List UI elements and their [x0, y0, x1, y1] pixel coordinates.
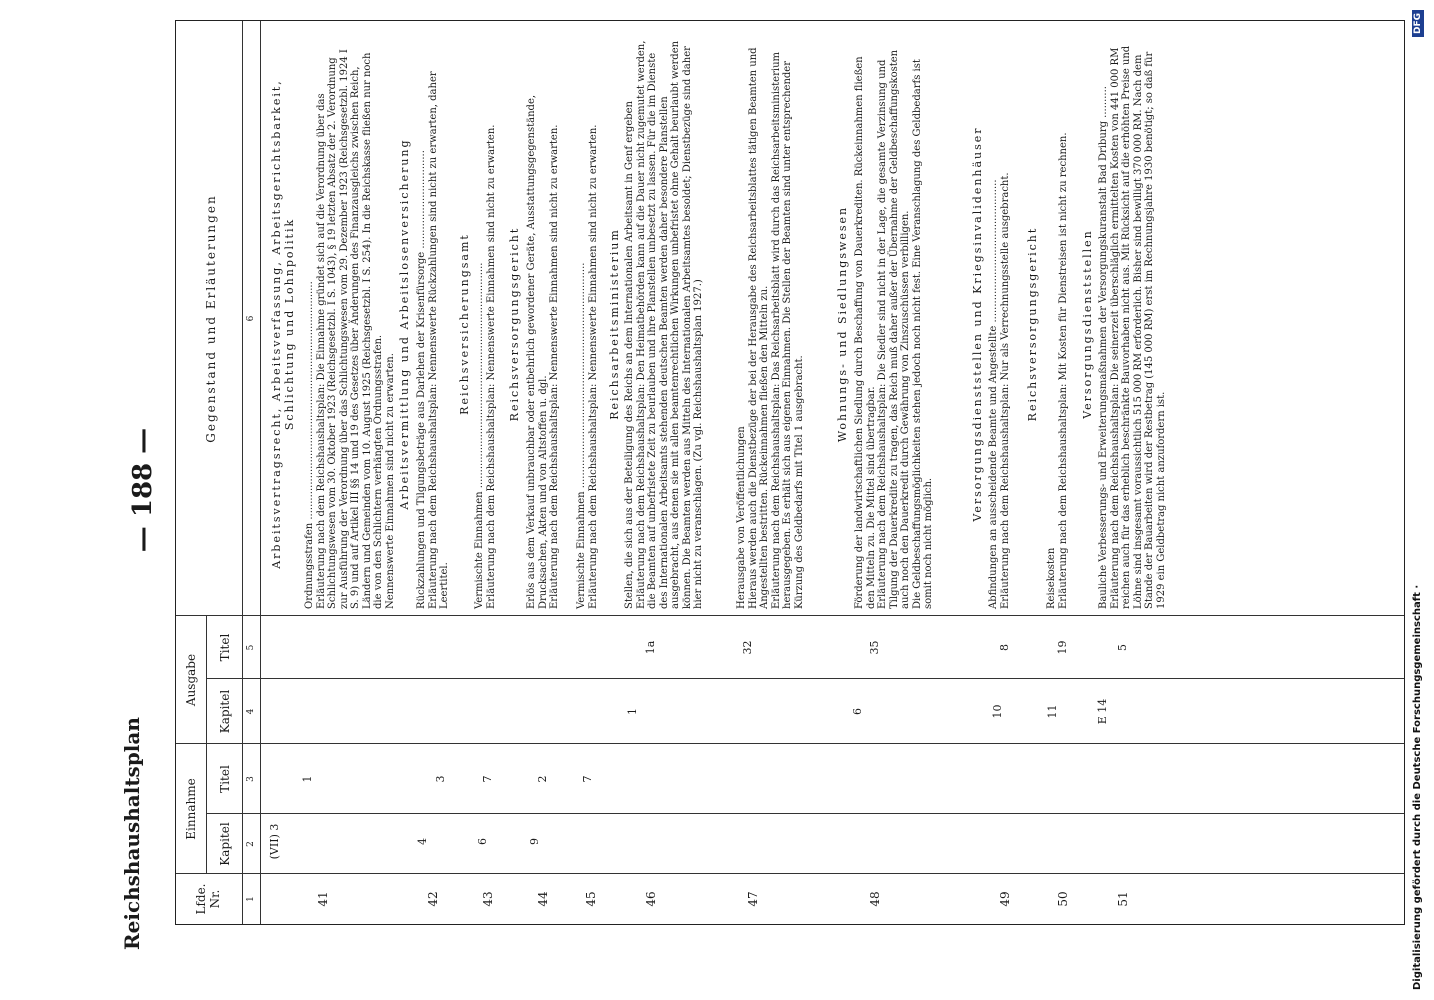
row-47-at: 32: [741, 640, 754, 655]
row-47-text: Herausgabe von Veröffentlichungen Hieraus werden auch die Dienstbezüge der bei der Herausgabe des Reichsarbeitsblattes tätigen Beamten und Angestellten bestritten. Rückeinnahmen fließen den Mitteln zu. Erläuterung nach dem Reichshaushaltsplan: Das Reichsarbeitsblatt wird durch das Reichsarbeitsministerium herausgegeben. Es erhält sich aus eigenen Einnahmen. Die Stellen der Beamten sind unter entsprechender Kürzung des Geldbedarfs mit Titel 1 ausgebracht.: [736, 47, 805, 609]
row-51-nr: 51: [1116, 891, 1130, 907]
colnum-2: 2: [246, 841, 256, 847]
credit-text: Digitalisierung gefördert durch die Deutsche Forschungsgemeinschaft ·: [1412, 584, 1423, 990]
section-49: Versorgungsdienststellen und Kriegsinvalidenhäuser: [971, 126, 984, 522]
row-47-nr: 47: [746, 891, 760, 907]
section-41: Arbeitsvertragsrecht, Arbeitsverfassung, Arbeitsgerichtsbarkeit, Schlichtung und Lohnpolitik: [270, 79, 296, 569]
row-50-text: Reisekosten Erläuterung nach dem Reichshaushaltsplan: Mit Kosten für Dienstreisen ist nicht zu rechnen.: [1046, 132, 1069, 609]
row-49-at: 8: [998, 644, 1011, 651]
section-48: Wohnungs- und Siedlungswesen: [836, 205, 849, 443]
row-49-text: Abfindungen an ausscheidende Beamte und Angestellte ............................................. Erläuterung nach dem Reichshaushaltsplan: Nur als Verrechnungsstelle ausgebracht.: [988, 172, 1011, 609]
row-43-text: Vermischte Einnahmen ....................................................................... Erläuterung nach dem Reichshaushaltsplan: Nennenswerte Einnahmen sind nicht zu erwarten.: [474, 124, 497, 609]
row-43-et: 7: [481, 775, 494, 783]
col-aus-titel: Titel: [218, 633, 232, 662]
colnum-rule: [260, 21, 261, 924]
einnahme-rule: [206, 744, 207, 874]
colnum-4: 4: [246, 708, 256, 715]
row-44-ek: 9: [528, 838, 541, 845]
section-51: Versorgungsdienststellen: [1081, 229, 1094, 419]
budget-table: [175, 20, 1405, 925]
header-rule: [242, 21, 243, 924]
colnum-5: 5: [246, 644, 256, 651]
row-41-ek: (VII) 3: [268, 823, 281, 860]
digitization-credit: [1412, 10, 1430, 990]
col-rule-3: [176, 743, 1404, 744]
section-44: Reichsversorgungsgericht: [508, 226, 521, 422]
col-rule-2: [206, 813, 1404, 814]
row-44-nr: 44: [536, 891, 550, 907]
row-43-ek: 6: [476, 838, 489, 845]
row-48-at: 35: [868, 640, 881, 655]
section-42: Arbeitsvermittlung und Arbeitslosenversicherung: [398, 138, 411, 510]
row-45-et: 7: [581, 775, 594, 783]
row-46-ak: 1: [626, 708, 639, 715]
row-43-nr: 43: [481, 891, 495, 907]
col-ein-titel: Titel: [218, 765, 232, 793]
row-42-text: Rückzahlungen und Tilgungsbeträge aus Darlehen der Krisenfürsorge ............................... Erläuterung nach dem Reichshaushaltsplan: Nennenswerte Rückzahlungen sind nicht zu erwarten, daher Leertitel.: [416, 71, 450, 609]
row-48-text: Förderung der landwirtschaftlichen Siedlung durch Beschaffung von Dauerkrediten. Rückeinnahmen fließen den Mitteln zu. Die Mittel sind übertragbar. Erläuterung nach dem Reichshaushaltsplan: Die Siedler sind nicht in der Lage, die gesamte Verzinsung und Tilgung der Dauerkredite zu tragen, das Reich muß daher außer der Übernahme der Geldbeschaffungskosten auch noch den Dauerkredit durch Gewährung von Zinszuschüssen verbilligen. Die Geldbeschaffungsmöglichkeiten stehen jedoch noch nicht fest. Eine Veranschlagung des Geldbedarfs ist somit noch nicht möglich.: [854, 49, 934, 609]
row-48-nr: 48: [868, 891, 882, 907]
running-header: Reichshaushaltsplan: [120, 717, 144, 950]
row-51-at: 5: [1116, 644, 1129, 651]
dfg-logo: DFG: [1412, 10, 1424, 37]
row-46-text: Stellen, die sich aus der Beteiligung des Reichs an dem Internationalen Arbeitsamt in Genf ergeben Erläuterung nach dem Reichshaushaltsplan: Den Heimatbehörden kann auf die Dauer nicht zugemutet werden, die Beamten auf unbefristete Zeit zu beurlauben und ihre Planstellen unbesetzt zu lassen. Für die im Dienste des Internationalen Arbeitsamts stehenden deutschen Beamten werden daher besondere Planstellen ausgebracht, aus denen sie mit allen beamtenrechtlichen Wirkungen unbefristet ohne Gehalt beurlaubt werden können. Die Beamten werden aus Mitteln des Internationalen Arbeitsamtes besoldet; Dienstbezüge sind daher hier nicht zu veranschlagen. (Zu vgl. Reichshaushaltsplan 1927.): [624, 40, 704, 609]
col-rule-5: [176, 615, 1404, 616]
row-51-text: Bauliche Verbesserungs- und Erweiterungsmaßnahmen der Versorgungskuranstalt Bad Driburg .......... Erläuterung nach dem Reichshaushaltsplan: Die seinerzeit überschläglich ermittelten Kosten von 441 000 RM reichen auch für das erheblich beschränkte Bauvorhaben nicht aus. Mit Rücksicht auf die erhöhten Preise und Löhne sind insgesamt voraussichtlich 515 000 RM erforderlich. Bisher sind bewilligt 370 000 RM. Nach dem Stande der Bauarbeiten wird der Restbetrag (145 000 RM) erst im Rechnungsjahre 1930 benötigt; so daß für 1929 ein Geldbetrag nicht anzufordern ist.: [1098, 45, 1167, 609]
row-42-nr: 42: [426, 891, 440, 907]
col-aus-kapitel: Kapitel: [218, 689, 232, 734]
col-gegenstand: Gegenstand und Erläuterungen: [204, 194, 218, 443]
row-46-nr: 46: [644, 891, 658, 907]
row-45-text: Vermischte Einnahmen ....................................................................... Erläuterung nach dem Reichshaushaltsplan: Nennenswerte Einnahmen sind nicht zu erwarten.: [576, 124, 599, 609]
row-45-nr: 45: [584, 891, 598, 907]
section-50: Reichsversorgungsgericht: [1026, 226, 1039, 422]
row-44-et: 2: [536, 775, 549, 783]
row-49-ak: 10: [991, 704, 1004, 719]
section-46: Reichsarbeitsministerium: [608, 228, 621, 420]
row-42-ek: 4: [416, 838, 429, 845]
document-page: [100, 0, 1430, 980]
row-46-at: 1a: [644, 640, 657, 655]
row-44-text: Erlös aus dem Verkauf unbrauchbar oder entbehrlich gewordener Geräte, Ausstattungsgegenstände, Drucksachen, Akten und von Altstoffen u. dgl. Erläuterung nach dem Reichshaushaltsplan: Nennenswerte Einnahmen sind nicht zu erwarten.: [526, 94, 560, 609]
row-50-ak: 11: [1046, 704, 1059, 719]
col-einnahme: Einnahme: [184, 778, 198, 840]
row-41-nr: 41: [316, 891, 330, 907]
col-rule-1: [176, 873, 1404, 874]
row-49-nr: 49: [998, 891, 1012, 907]
col-lfde: Lfde. Nr.: [194, 883, 222, 915]
row-48-ak: 6: [851, 708, 864, 715]
col-rule-4: [206, 678, 1404, 679]
col-ein-kapitel: Kapitel: [218, 822, 232, 866]
row-51-ak: E 14: [1096, 698, 1109, 725]
row-50-nr: 50: [1056, 891, 1070, 907]
colnum-6: 6: [246, 315, 256, 322]
page-number: — 188 —: [128, 427, 158, 553]
row-41-text: Ordnungsstrafen ........................................................................... Erläuterung nach dem Reichshaushaltsplan: Die Einnahme gründet sich auf die Verordnung über das Schlichtungswesen vom 30. Oktober 1923 (Reichsgesetzbl. I S. 1043), § 19 letzten Absatz der 2. Verordnung zur Ausführung der Verordnung über das Schlichtungswesen vom 29. Dezember 1923 (Reichsgesetzbl. 1924 I S. 9) und auf Artikel III §§ 14 und 19 des Gesetzes über Änderungen des Finanzausgleichs zwischen Reich, Ländern und Gemeinden vom 10. August 1925 (Reichsgesetzbl. I S. 254). In die Reichskasse fließen nur noch die von den Schlichtern verhängten Ordnungsstrafen. Nennenswerte Einnahmen sind nicht zu erwarten.: [304, 49, 396, 609]
colnum-1: 1: [246, 896, 256, 902]
row-41-et: 1: [301, 775, 314, 783]
col-ausgabe: Ausgabe: [184, 653, 198, 707]
colnum-3: 3: [246, 776, 256, 782]
row-42-et: 3: [434, 775, 447, 783]
row-50-at: 19: [1056, 640, 1069, 655]
section-43: Reichsversicherungsamt: [458, 233, 471, 415]
ausgabe-rule: [206, 616, 207, 744]
